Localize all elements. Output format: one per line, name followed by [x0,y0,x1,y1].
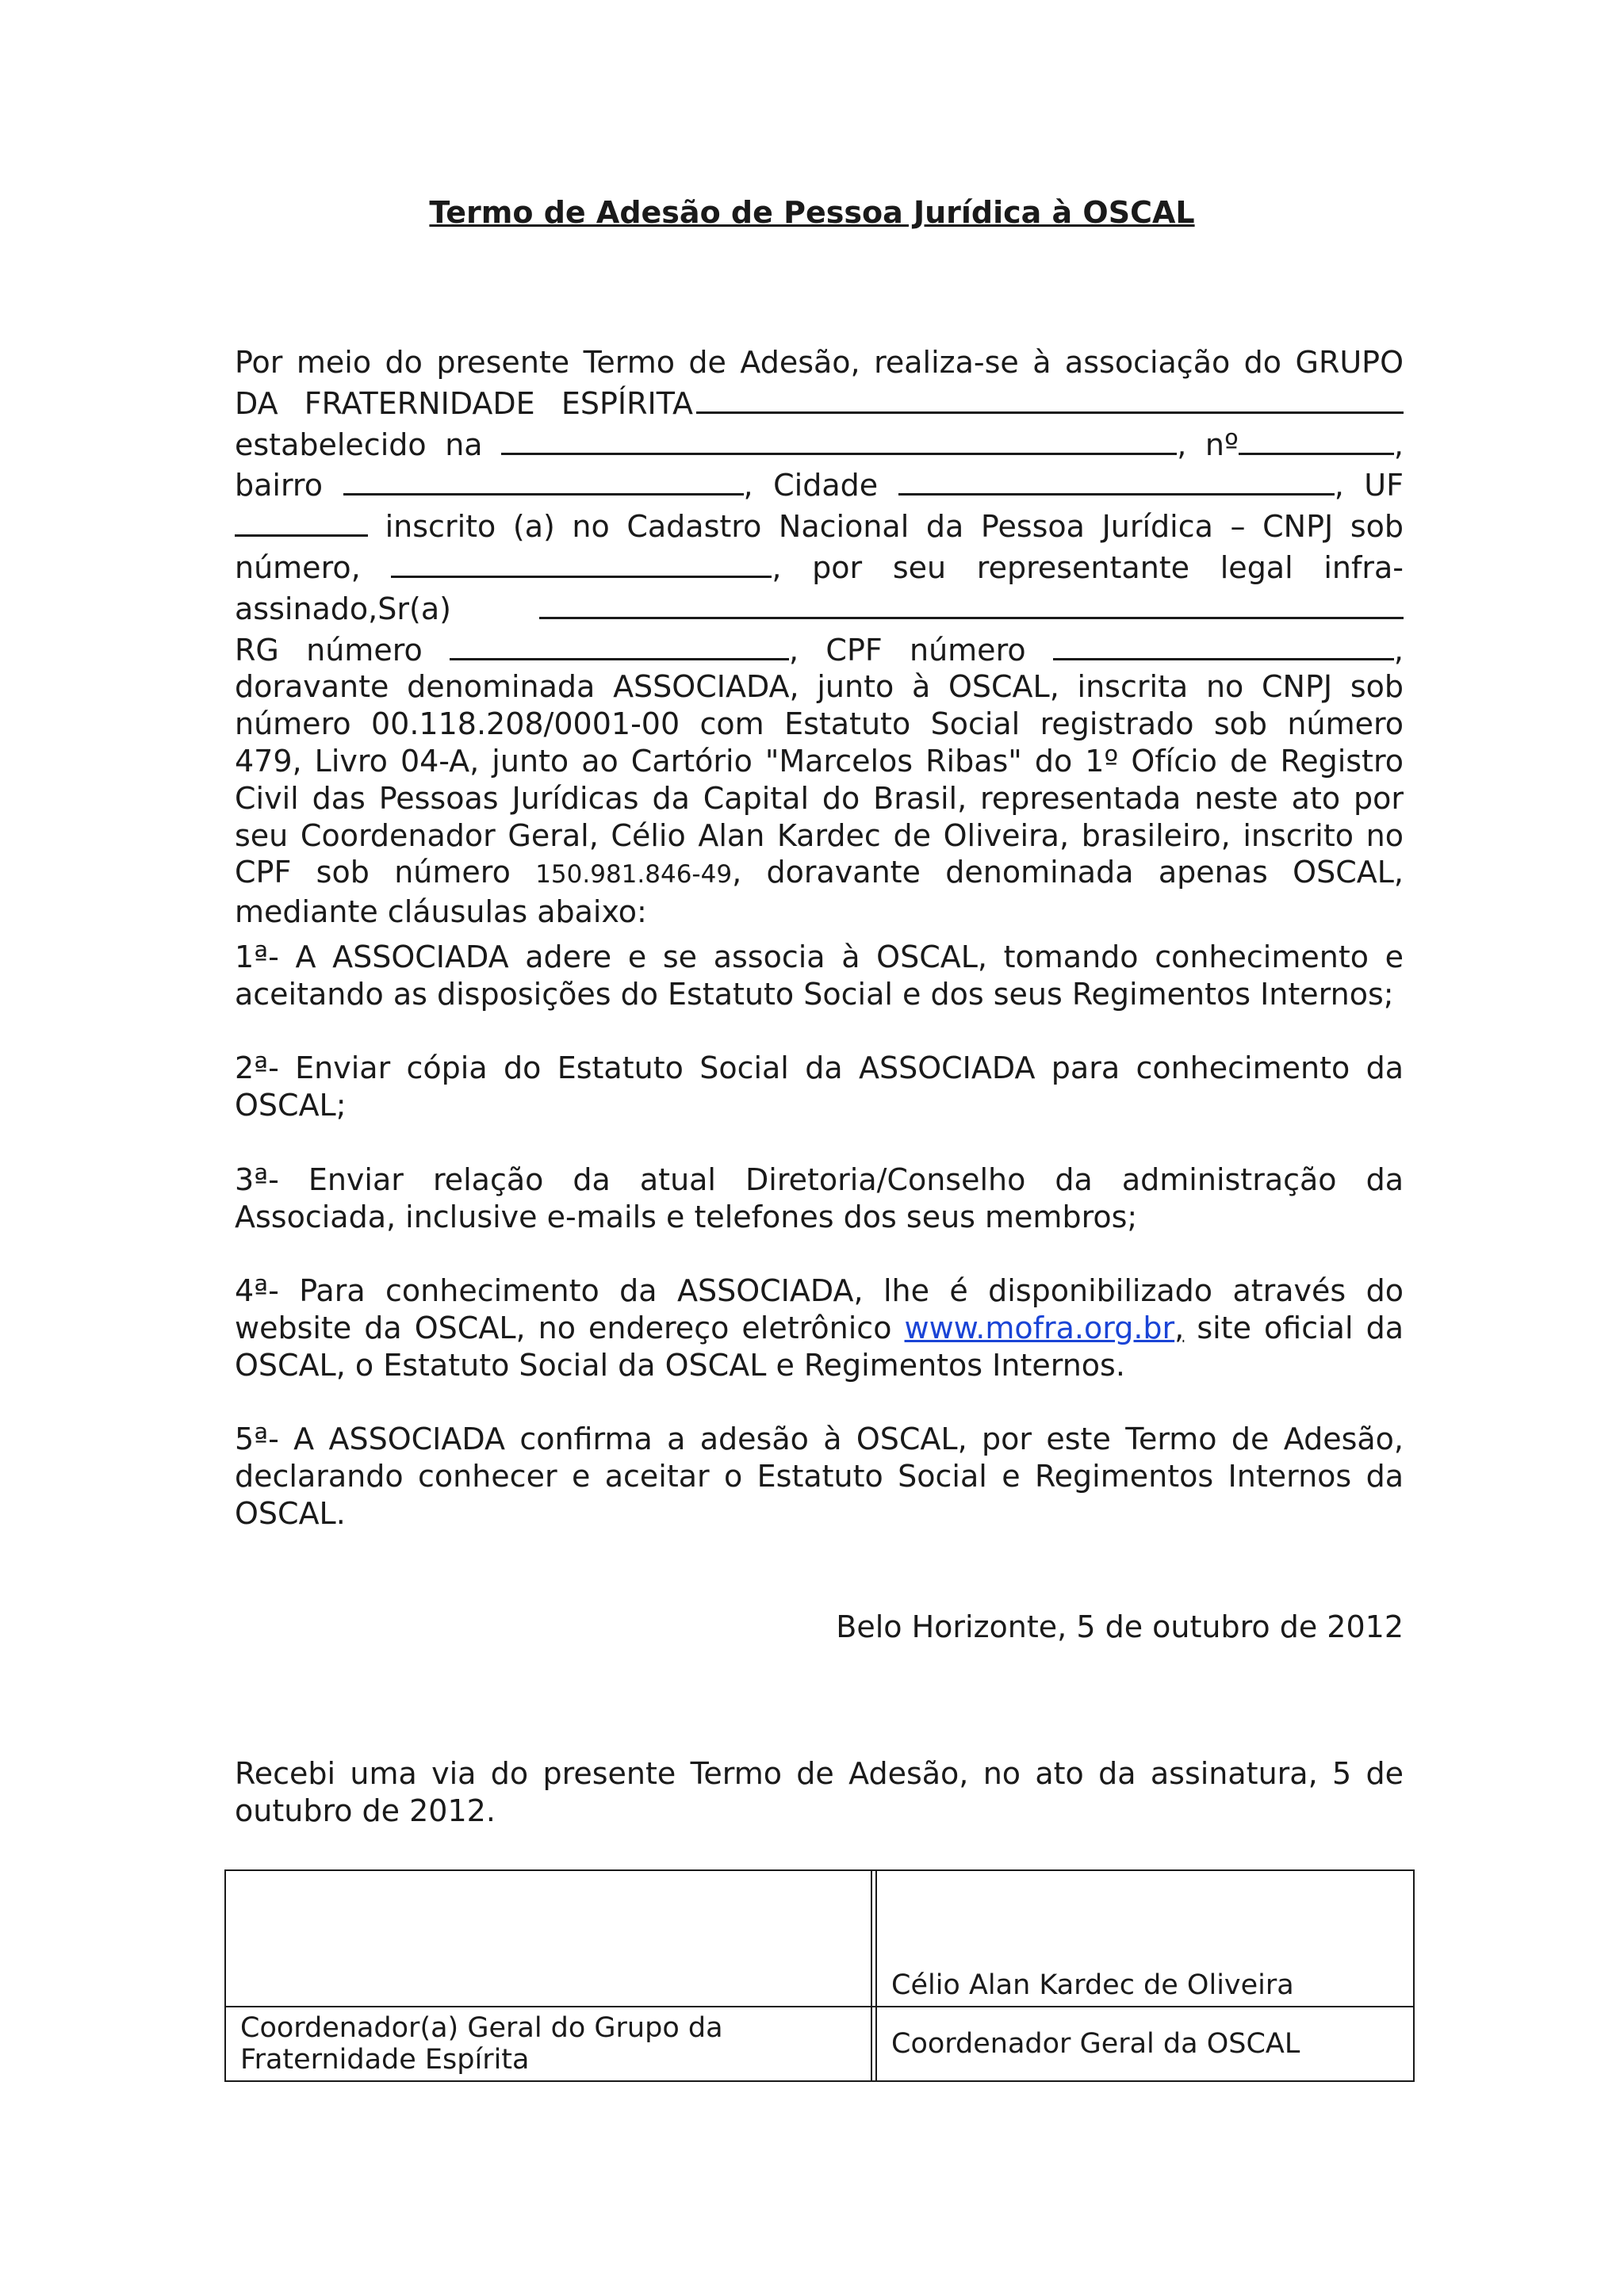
intro-line-text: número, [235,549,361,585]
clause-2: 2ª- Enviar cópia do Estatuto Social da ASSOCIADA para conhecimento da OSCAL; [235,1050,1404,1123]
clauses-section [235,939,1404,1570]
intro-line: doravante denominada ASSOCIADA, junto à OSCAL, inscrita no CNPJ sob [235,669,1404,705]
blank-field[interactable] [696,381,1404,414]
role-row [225,2007,1414,2081]
signature-cell-right: Célio Alan Kardec de Oliveira [876,1870,1414,2007]
intro-line: seu Coordenador Geral, Célio Alan Kardec de Oliveira, brasileiro, inscrito no [235,817,1404,853]
intro-line: Por meio do presente Termo de Adesão, realiza-se à associação do GRUPO [235,345,1404,380]
intro-line-text: inscrito (a) no Cadastro Nacional da Pessoa Jurídica – CNPJ sob [385,509,1404,545]
signature-table [224,1869,1415,2082]
clause-3: 3ª- Enviar relação da atual Diretoria/Conselho da administração da Associada, inclusive e-mails e telefones dos seus membros; [235,1161,1404,1234]
intro-line: número 00.118.208/0001-00 com Estatuto Social registrado sob número [235,706,1404,742]
clause-4 [235,1272,1404,1383]
blank-field[interactable] [898,463,1335,496]
signature-row [225,1870,1414,2007]
role-left: Coordenador(a) Geral do Grupo da Fraternidade Espírita [225,2007,871,2081]
clause-4-text-end: site oficial da OSCAL, o Estatuto Social da OSCAL e Regimentos Internos. [235,1310,1404,1383]
blank-field[interactable] [391,545,772,578]
clause-4-text: 4ª- Para conhecimento da ASSOCIADA, lhe é disponibilizado através do website da OSCAL, no endereço eletrônico [235,1273,1404,1345]
blank-field[interactable] [1053,628,1394,660]
intro-line-text: , UF [1334,468,1404,503]
intro-paragraph [235,344,1404,931]
intro-line [235,504,1404,545]
signature-cell-left[interactable] [225,1870,871,2007]
intro-line-text: , [1393,427,1404,462]
website-link[interactable]: www.mofra.org.br [904,1310,1175,1345]
intro-line [235,854,1404,894]
role-right: Coordenador Geral da OSCAL [876,2007,1414,2081]
intro-line [235,587,1404,628]
blank-field[interactable] [501,423,1177,455]
intro-line: mediante cláusulas abaixo: [235,894,647,930]
place-date: Belo Horizonte, 5 de outubro de 2012 [836,1609,1404,1644]
intro-line [235,381,1404,423]
intro-line-text: , por seu representante legal infra- [772,549,1404,585]
intro-line-text: , CPF número [789,632,1026,668]
intro-line-text: , doravante denominada apenas OSCAL, [732,855,1404,890]
intro-line-text: RG número [235,632,423,668]
clause-1: 1ª- A ASSOCIADA adere e se associa à OSCAL, tomando conhecimento e aceitando as disposições do Estatuto Social e dos seus Regimentos Internos; [235,939,1404,1012]
document-title: Termo de Adesão de Pessoa Jurídica à OSCAL [429,195,1195,230]
intro-line-text: bairro [235,468,323,503]
intro-line [235,463,1404,504]
intro-line [235,545,1404,587]
receipt-text: Recebi uma via do presente Termo de Adesão, no ato da assinatura, 5 de outubro de 2012. [235,1756,1404,1828]
blank-field[interactable] [539,587,1404,619]
intro-line: 479, Livro 04-A, junto ao Cartório "Marcelos Ribas" do 1º Ofício de Registro [235,743,1404,779]
blank-field[interactable] [450,628,789,660]
blank-field[interactable] [343,463,744,496]
clause-5: 5ª- A ASSOCIADA confirma a adesão à OSCAL, por este Termo de Adesão, declarando conhecer e aceitar o Estatuto Social e Regimentos Internos da OSCAL. [235,1422,1404,1531]
intro-line-text: , Cidade [743,468,879,503]
intro-line-text: , nº [1177,427,1239,462]
blank-field[interactable] [235,504,368,537]
blank-field[interactable] [1239,423,1394,455]
receipt-paragraph [235,1755,1404,1866]
clause-4-comma: , [1174,1310,1185,1345]
intro-line [235,423,1404,464]
coordinator-cpf: 150.981.846-49 [535,860,733,890]
intro-line-text: CPF sob número [235,855,511,890]
intro-line-text: estabelecido na [235,427,483,462]
intro-line: Civil das Pessoas Jurídicas da Capital do Brasil, representada neste ato por [235,780,1404,816]
intro-line [235,628,1404,669]
intro-line-text: DA FRATERNIDADE ESPÍRITA [235,385,693,421]
intro-line-text: assinado,Sr(a) [235,591,451,626]
intro-line-text: , [1393,632,1404,668]
